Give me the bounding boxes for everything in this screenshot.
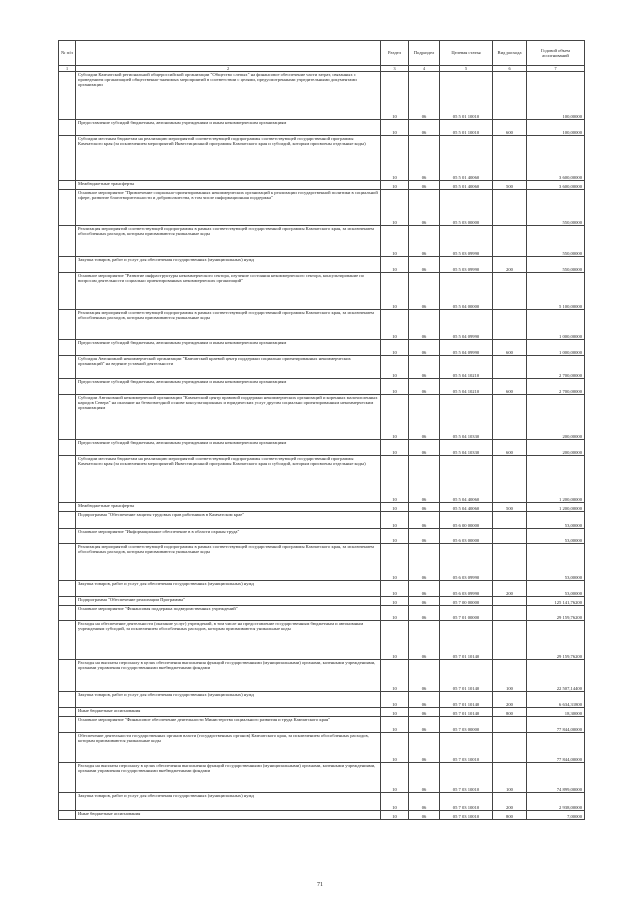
header-celevaya: Целевая статья [440,41,493,66]
row-name-cell: Иные бюджетные ассигнования [76,708,381,717]
row-vid-cell: 100 [493,660,527,692]
row-num-cell [59,660,76,692]
table-body [59,72,585,820]
row-sum-cell: 550,00000 [527,226,585,257]
row-num-cell [59,181,76,190]
row-vid-cell [493,356,527,379]
row-sum-cell: 100,00000 [527,72,585,120]
row-sum-cell: 18,30000 [527,708,585,717]
table-row [59,310,585,340]
row-num-cell [59,310,76,340]
row-razdel-cell: 10 [381,120,409,136]
table-row [59,273,585,310]
row-podrazdel-cell: 06 [409,763,440,793]
row-celevaya-cell: 05 7 01 10140 [440,660,493,692]
row-name-cell: Расходы на обеспечение деятельности (оказание услуг) учреждений, в том числе на предоставление государственным бюджетным и автономным учреждениям субсидий, за исключением обособленных расходов, которым присваиваются уникальные коды [76,621,381,660]
row-num-cell [59,597,76,606]
row-razdel-cell: 10 [381,226,409,257]
row-num-cell [59,692,76,708]
row-num-cell [59,503,76,512]
row-name-cell: Предоставление субсидий бюджетным, автономным учреждениям и иным некоммерческим организациям [76,440,381,456]
row-num-cell [59,136,76,181]
table-row [59,793,585,811]
row-podrazdel-cell: 06 [409,340,440,356]
row-vid-cell: 600 [493,120,527,136]
row-podrazdel-cell: 06 [409,310,440,340]
row-name-cell: Межбюджетные трансферты [76,181,381,190]
row-vid-cell [493,395,527,440]
row-sum-cell: 2 938,00000 [527,793,585,811]
row-celevaya-cell: 05 7 01 00000 [440,606,493,621]
row-podrazdel-cell: 06 [409,621,440,660]
row-podrazdel-cell: 06 [409,456,440,503]
row-podrazdel-cell: 06 [409,440,440,456]
row-celevaya-cell: 05 5 01 40060 [440,181,493,190]
row-podrazdel-cell: 06 [409,136,440,181]
table-row [59,120,585,136]
table-row [59,395,585,440]
row-celevaya-cell: 05 7 03 10010 [440,733,493,763]
row-vid-cell [493,136,527,181]
row-name-cell: Закупка товаров, работ и услуг для обеспечения государственных (муниципальных) нужд [76,692,381,708]
row-sum-cell: 1 200,00000 [527,503,585,512]
row-vid-cell [493,72,527,120]
row-podrazdel-cell: 06 [409,793,440,811]
row-sum-cell: 125 141,76200 [527,597,585,606]
table-row [59,733,585,763]
row-sum-cell: 1 000,00000 [527,310,585,340]
row-vid-cell: 200 [493,692,527,708]
row-sum-cell: 74 899,00000 [527,763,585,793]
row-podrazdel-cell: 06 [409,273,440,310]
row-name-cell: Закупка товаров, работ и услуг для обеспечения государственных (муниципальных) нужд [76,793,381,811]
table-row [59,811,585,820]
row-vid-cell: 600 [493,379,527,395]
row-vid-cell: 200 [493,793,527,811]
row-celevaya-cell: 05 7 00 00000 [440,597,493,606]
row-razdel-cell: 10 [381,811,409,820]
row-sum-cell: 53,00000 [527,581,585,597]
row-sum-cell: 200,00000 [527,440,585,456]
row-razdel-cell: 10 [381,257,409,273]
budget-table [58,40,585,820]
table-row [59,621,585,660]
index-cell: 5 [440,66,493,72]
row-celevaya-cell: 05 7 03 00000 [440,717,493,733]
row-podrazdel-cell: 06 [409,512,440,529]
table-row [59,763,585,793]
row-celevaya-cell: 05 7 01 10140 [440,708,493,717]
row-name-cell: Предоставление субсидий бюджетным, автономным учреждениям и иным некоммерческим организациям [76,340,381,356]
row-razdel-cell: 10 [381,181,409,190]
row-sum-cell: 7,00000 [527,811,585,820]
row-num-cell [59,708,76,717]
row-celevaya-cell: 05 5 01 10010 [440,72,493,120]
row-podrazdel-cell: 06 [409,733,440,763]
row-name-cell: Основное мероприятие "Финансовая поддержка подведомственных учреждений" [76,606,381,621]
row-podrazdel-cell: 06 [409,226,440,257]
row-razdel-cell: 10 [381,503,409,512]
row-vid-cell [493,226,527,257]
row-num-cell [59,811,76,820]
row-num-cell [59,72,76,120]
row-vid-cell [493,512,527,529]
row-razdel-cell: 10 [381,529,409,544]
row-celevaya-cell: 05 5 04 10210 [440,356,493,379]
row-name-cell: Предоставление субсидий бюджетным, автономным учреждениям и иным некоммерческим организациям [76,379,381,395]
row-num-cell [59,606,76,621]
row-razdel-cell: 10 [381,544,409,581]
row-num-cell [59,340,76,356]
table-row [59,72,585,120]
row-razdel-cell: 10 [381,72,409,120]
table-row [59,356,585,379]
row-vid-cell [493,529,527,544]
row-vid-cell: 500 [493,181,527,190]
row-podrazdel-cell: 06 [409,581,440,597]
table-row [59,136,585,181]
row-razdel-cell: 10 [381,340,409,356]
row-razdel-cell: 10 [381,273,409,310]
row-vid-cell [493,310,527,340]
row-sum-cell: 550,00000 [527,257,585,273]
row-podrazdel-cell: 06 [409,503,440,512]
header-num: № п/п [59,41,76,66]
row-razdel-cell: 10 [381,512,409,529]
row-razdel-cell: 10 [381,190,409,226]
header-name [76,41,381,66]
table-row [59,597,585,606]
row-razdel-cell: 10 [381,733,409,763]
row-vid-cell: 600 [493,440,527,456]
row-name-cell: Межбюджетные трансферты [76,503,381,512]
row-sum-cell: 3 600,00000 [527,181,585,190]
row-sum-cell: 550,00000 [527,190,585,226]
row-celevaya-cell: 05 5 04 40060 [440,503,493,512]
row-vid-cell [493,733,527,763]
index-cell: 6 [493,66,527,72]
row-razdel-cell: 10 [381,708,409,717]
row-razdel-cell: 10 [381,356,409,379]
row-num-cell [59,733,76,763]
row-num-cell [59,356,76,379]
row-sum-cell: 5 100,00000 [527,273,585,310]
table-row [59,660,585,692]
row-name-cell: Расходы на выплаты персоналу в целях обеспечения выполнения функций государственными (муниципальными) органами, казенными учреждениями, органами управления государственными внебюджетными фондами [76,660,381,692]
row-num-cell [59,190,76,226]
row-podrazdel-cell: 06 [409,72,440,120]
table-row [59,503,585,512]
index-cell: 1 [59,66,76,72]
row-sum-cell: 2 700,00000 [527,356,585,379]
row-vid-cell [493,717,527,733]
index-cell: 2 [76,66,381,72]
row-podrazdel-cell: 06 [409,811,440,820]
row-razdel-cell: 10 [381,606,409,621]
row-razdel-cell: 10 [381,379,409,395]
row-num-cell [59,581,76,597]
row-podrazdel-cell: 06 [409,257,440,273]
row-sum-cell: 3 600,00000 [527,136,585,181]
row-name-cell: Подпрограмма "Обеспечение реализации Программы" [76,597,381,606]
row-num-cell [59,621,76,660]
row-vid-cell [493,273,527,310]
row-num-cell [59,763,76,793]
index-cell: 7 [527,66,585,72]
row-name-cell: Реализация мероприятий соответствующей подпрограммы в рамках соответствующей государственной программы Камчатского края, за исключением обособленных расходов, которым присваиваются уникальные коды [76,544,381,581]
row-razdel-cell: 10 [381,136,409,181]
row-name-cell: Субсидия Автономной некоммерческой организации "Камчатский краевой центр поддержки социально ориентированных некоммерческих организаций" на ведение уставной деятельности [76,356,381,379]
row-celevaya-cell: 05 5 04 09990 [440,340,493,356]
row-sum-cell: 77 844,00000 [527,733,585,763]
row-num-cell [59,512,76,529]
row-podrazdel-cell: 06 [409,597,440,606]
row-sum-cell: 1 000,00000 [527,340,585,356]
row-podrazdel-cell: 06 [409,717,440,733]
row-podrazdel-cell: 06 [409,395,440,440]
row-podrazdel-cell: 06 [409,660,440,692]
row-razdel-cell: 10 [381,660,409,692]
table-row [59,708,585,717]
row-razdel-cell: 10 [381,456,409,503]
index-cell: 3 [381,66,409,72]
row-sum-cell: 53,00000 [527,529,585,544]
row-name-cell: Реализация мероприятий соответствующей подпрограммы в рамках соответствующей государственной программы Камчатского края, за исключением обособленных расходов, которым присваиваются уникальные коды [76,226,381,257]
row-podrazdel-cell: 06 [409,692,440,708]
row-podrazdel-cell: 06 [409,606,440,621]
row-name-cell: Субсидии местным бюджетам на реализацию мероприятий соответствующей подпрограммы соответствующей государственной программы Камчатского края (за исключением мероприятий Инвестиционной программы Камчатского края и субсидий, которым присвоены отдельные коды) [76,456,381,503]
row-sum-cell: 29 159,76200 [527,606,585,621]
row-vid-cell: 600 [493,340,527,356]
row-sum-cell: 22 507,14400 [527,660,585,692]
row-num-cell [59,456,76,503]
table-row [59,529,585,544]
row-sum-cell: 1 200,00000 [527,456,585,503]
row-celevaya-cell: 05 5 04 10330 [440,395,493,440]
row-num-cell [59,257,76,273]
row-name-cell: Закупка товаров, работ и услуг для обеспечения государственных (муниципальных) нужд [76,581,381,597]
row-name-cell: Субсидии местным бюджетам на реализацию мероприятий соответствующей подпрограммы соответствующей государственной программы Камчатского края (за исключением мероприятий Инвестиционной программы Камчатского края и субсидий, которым присвоены отдельные коды) [76,136,381,181]
row-podrazdel-cell: 06 [409,120,440,136]
row-celevaya-cell: 05 5 03 09990 [440,257,493,273]
row-vid-cell [493,190,527,226]
row-name-cell: Субсидии Камчатской региональной общероссийской организации "Общество слепых" на финансовое обеспечение части затрат, связанных с проведением организацией общественно-значимых мероприятий в соответствии с целями, предусмотренными учредительными документами организации [76,72,381,120]
header-row [59,41,585,66]
row-vid-cell: 800 [493,811,527,820]
row-celevaya-cell: 05 5 04 10330 [440,440,493,456]
row-num-cell [59,717,76,733]
row-vid-cell: 200 [493,257,527,273]
page-number: 71 [317,882,323,888]
row-razdel-cell: 10 [381,440,409,456]
row-razdel-cell: 10 [381,793,409,811]
header-podrazdel: Подраздел [409,41,440,66]
row-vid-cell [493,456,527,503]
row-name-cell: Основное мероприятие "Развитие инфраструктуры некоммерческого сектора, изучение состояния некоммерческого сектора, консультирование по вопросам деятельности социально ориентированных некоммерческих организаций" [76,273,381,310]
row-celevaya-cell: 05 7 03 10010 [440,811,493,820]
row-sum-cell: 6 634,31800 [527,692,585,708]
header-razdel: Раздел [381,41,409,66]
row-name-cell: Основное мероприятие "Финансовое обеспечение деятельности Министерства социального развития и труда Камчатского края" [76,717,381,733]
table-row [59,340,585,356]
row-podrazdel-cell: 06 [409,379,440,395]
row-name-cell: Субсидии Автономной некоммерческой организации "Камчатский центр правовой поддержки некоммерческих организаций и коренных малочисленных народов Севера" на оказание на безвозмездной основе консультационных и юридических услуг другим социально ориентированным некоммерческим организациям [76,395,381,440]
table-row [59,512,585,529]
row-name-cell: Основное мероприятие "Информационное обеспечение в в области охраны труда" [76,529,381,544]
row-razdel-cell: 10 [381,717,409,733]
row-sum-cell: 200,00000 [527,395,585,440]
row-razdel-cell: 10 [381,763,409,793]
row-podrazdel-cell: 06 [409,190,440,226]
table-row [59,692,585,708]
table-row [59,379,585,395]
row-celevaya-cell: 05 5 04 09990 [440,310,493,340]
row-podrazdel-cell: 06 [409,544,440,581]
row-num-cell [59,226,76,257]
row-razdel-cell: 10 [381,597,409,606]
table-row [59,456,585,503]
table-row [59,717,585,733]
row-name-cell: Предоставление субсидий бюджетным, автономным учреждениям и иным некоммерческим организациям [76,120,381,136]
row-name-cell: Закупка товаров, работ и услуг для обеспечения государственных (муниципальных) нужд [76,257,381,273]
row-razdel-cell: 10 [381,621,409,660]
row-vid-cell: 200 [493,581,527,597]
row-podrazdel-cell: 06 [409,181,440,190]
row-name-cell: Реализация мероприятий соответствующей подпрограммы в рамках соответствующей государственной программы Камчатского края, за исключением обособленных расходов, которым присваиваются уникальные коды [76,310,381,340]
row-vid-cell: 100 [493,763,527,793]
row-celevaya-cell: 05 6 03 09990 [440,544,493,581]
row-num-cell [59,273,76,310]
table-row [59,544,585,581]
row-celevaya-cell: 05 7 01 10140 [440,621,493,660]
row-vid-cell: 500 [493,503,527,512]
row-sum-cell: 53,00000 [527,544,585,581]
row-vid-cell [493,544,527,581]
row-celevaya-cell: 05 7 03 10010 [440,793,493,811]
row-num-cell [59,529,76,544]
table-row [59,257,585,273]
row-name-cell: Обеспечение деятельности государственных органов власти (государственных органов) Камчатского края, за исключением обособленных расходов, которым присваиваются уникальные коды [76,733,381,763]
row-num-cell [59,544,76,581]
row-celevaya-cell: 05 5 01 10010 [440,120,493,136]
table-row [59,190,585,226]
row-podrazdel-cell: 06 [409,529,440,544]
row-sum-cell: 53,00000 [527,512,585,529]
row-vid-cell [493,597,527,606]
row-celevaya-cell: 05 5 03 09990 [440,226,493,257]
row-razdel-cell: 10 [381,581,409,597]
row-num-cell [59,379,76,395]
row-sum-cell: 2 700,00000 [527,379,585,395]
row-razdel-cell: 10 [381,395,409,440]
row-celevaya-cell: 05 5 04 40060 [440,456,493,503]
row-vid-cell [493,606,527,621]
row-sum-cell: 77 844,00000 [527,717,585,733]
row-vid-cell [493,621,527,660]
row-sum-cell: 100,00000 [527,120,585,136]
row-celevaya-cell: 05 7 01 10140 [440,692,493,708]
row-celevaya-cell: 05 6 03 09990 [440,581,493,597]
row-num-cell [59,440,76,456]
index-cell: 4 [409,66,440,72]
row-num-cell [59,793,76,811]
table-row [59,226,585,257]
row-celevaya-cell: 05 5 01 40060 [440,136,493,181]
row-celevaya-cell: 05 5 04 00000 [440,273,493,310]
row-celevaya-cell: 05 7 03 10010 [440,763,493,793]
table-row [59,606,585,621]
row-celevaya-cell: 05 6 00 00000 [440,512,493,529]
row-name-cell: Иные бюджетные ассигнования [76,811,381,820]
row-num-cell [59,395,76,440]
row-num-cell [59,120,76,136]
table-row [59,440,585,456]
row-celevaya-cell: 05 5 03 00000 [440,190,493,226]
row-podrazdel-cell: 06 [409,356,440,379]
row-podrazdel-cell: 06 [409,708,440,717]
row-name-cell: Подпрограмма "Обеспечение защиты трудовых прав работников в Камчатском крае" [76,512,381,529]
header-summa: Годовой объем ассигнований [527,41,585,66]
table-row [59,581,585,597]
row-celevaya-cell: 05 6 03 00000 [440,529,493,544]
row-name-cell: Расходы на выплаты персоналу в целях обеспечения выполнения функций государственными (муниципальными) органами, казенными учреждениями, органами управления государственными внебюджетными фондами [76,763,381,793]
row-celevaya-cell: 05 5 04 10210 [440,379,493,395]
header-vid: Вид расхода [493,41,527,66]
row-razdel-cell: 10 [381,310,409,340]
row-vid-cell: 800 [493,708,527,717]
table-row [59,181,585,190]
row-name-cell: Основное мероприятие "Привлечение социально-ориентированных некоммерческих организаций к реализации государственной политики в социальной сфере, развитие благотворительности и добровольчества, в том числе информационная поддержка" [76,190,381,226]
row-razdel-cell: 10 [381,692,409,708]
row-sum-cell: 29 159,76200 [527,621,585,660]
